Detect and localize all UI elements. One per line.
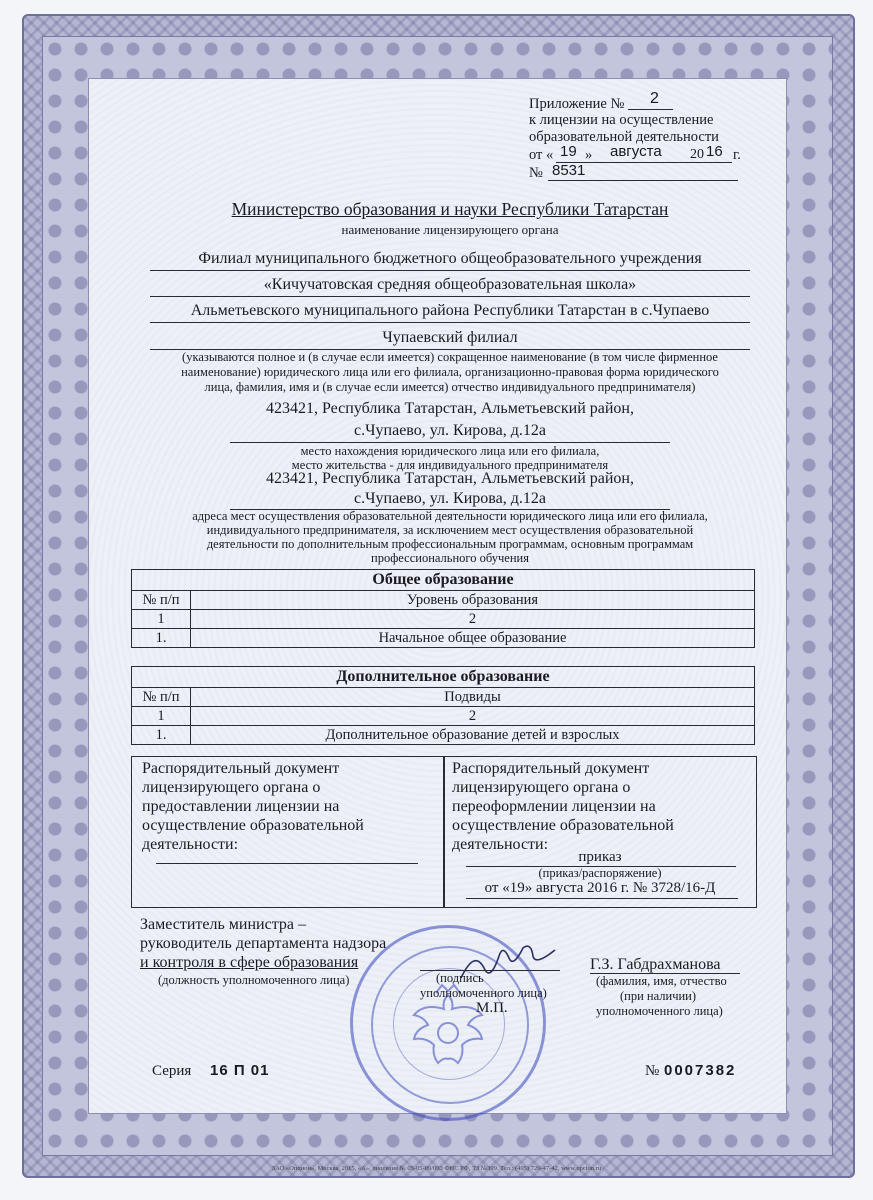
serial-number-label: № [645,1063,660,1079]
activity-address-caption2: индивидуального предпринимателя, за исключением мест осуществления образовательной [206,523,694,537]
appendix-year-prefix: 20 [690,147,704,162]
general-row-value: Начальное общее образование [191,629,755,648]
signer-name-caption1: (фамилия, имя, отчество [596,974,727,988]
organization-caption3: лица, фамилия, имя и (в случае если имеется) отчество индивидуального предпринимателя) [204,380,696,394]
appendix-year: 16 [706,143,723,160]
organization-line1: Филиал муниципального бюджетного общеобразовательного учреждения [198,250,702,267]
reissue-doc-line5: деятельности: [452,836,549,853]
signer-position-line3: и контроля в сфере образования [140,954,359,971]
location-caption2: место жительства - для индивидуального предпринимателя [291,458,609,472]
location-line1: 423421, Республика Татарстан, Альметьевский район, [265,400,634,417]
signer-name-caption3: уполномоченного лица) [596,1004,723,1018]
additional-row-value: Дополнительное образование детей и взрослых [191,726,755,745]
reissue-doc-line3: переоформлении лицензии на [452,798,656,815]
authority-name: Министерство образования и науки Республики Татарстан [231,199,669,219]
appendix-label: Приложение № [529,96,625,112]
organization-caption1: (указываются полное и (в случае если имеется) сокращенное наименование (в том числе фирменное [182,350,718,364]
location-line2: с.Чупаево, ул. Кирова, д.12а [354,422,546,439]
appendix-year-end: г. [733,147,741,163]
license-number: 8531 [552,162,586,179]
appendix-number: 2 [650,90,659,107]
general-col-no: № п/п [132,591,191,610]
appendix-line2: к лицензии на осуществление [529,112,714,128]
activity-address-caption1: адреса мест осуществления образовательной деятельности юридического лица или его филиала, [192,509,708,523]
signature-caption1: (подпись [436,971,484,985]
grant-doc-line4: осуществление образовательной [142,817,364,834]
reissue-doc-line2: лицензирующего органа о [452,779,631,796]
additional-row-no: 1. [132,726,191,745]
stamp-place-mark: М.П. [476,1000,508,1016]
grant-doc-line5: деятельности: [142,836,239,853]
organization-line4: Чупаевский филиал [382,329,518,346]
organization-line3: Альметьевского муниципального района Республики Татарстан в с.Чупаево [190,302,710,319]
general-idx2: 2 [191,610,755,629]
general-education-title: Общее образование [132,570,755,591]
signature-caption2: уполномоченного лица) [420,986,547,1000]
appendix-date-mid: » [585,147,593,163]
reissue-doc-line1: Распорядительный документ [452,760,650,777]
signer-name: Г.З. Габдрахманова [590,956,721,973]
signer-position-line2: руководитель департамента надзора [140,935,387,952]
grant-doc-line2: лицензирующего органа о [142,779,321,796]
appendix-day: 19 [560,143,577,160]
activity-address-line1: 423421, Республика Татарстан, Альметьевский район, [265,470,634,487]
additional-idx2: 2 [191,707,755,726]
grant-doc-line1: Распорядительный документ [142,760,340,777]
order-type: приказ [578,849,622,865]
order-type-caption: (приказ/распоряжение) [538,866,662,880]
appendix-month: августа [610,143,662,160]
location-caption1: место нахождения юридического лица или его филиала, [300,444,600,458]
reissue-doc-line4: осуществление образовательной [452,817,674,834]
general-row-no: 1. [132,629,191,648]
appendix-date-prefix: от « [529,147,554,163]
license-number-label: № [529,165,543,181]
series-value: 16 П 01 [210,1062,270,1079]
general-education-table [131,569,755,648]
additional-idx1: 1 [132,707,191,726]
additional-education-title: Дополнительное образование [132,667,755,688]
general-idx1: 1 [132,610,191,629]
appendix-line3: образовательной деятельности [529,129,719,145]
additional-col-no: № п/п [132,688,191,707]
organization-line2: «Кичучатовская средняя общеобразовательная школа» [263,276,637,293]
series-label: Серия [152,1063,192,1079]
activity-address-caption4: профессионального обучения [371,551,529,565]
order-date-number: от «19» августа 2016 г. № 3728/16-Д [484,880,716,896]
additional-education-table [131,666,755,745]
activity-address-caption3: деятельности по дополнительным профессиональным программам, основным программам [206,537,694,551]
grant-document-box [131,756,445,908]
organization-caption2: наименование) юридического лица или его филиала, организационно-правовая форма юридического [181,365,719,379]
reissue-document-box [443,756,757,908]
signer-position-caption: (должность уполномоченного лица) [158,973,350,987]
printer-imprint: ЗАО «Опцион», Москва, 2015, «А», лицензия № 05-05-09/003 ФНС РФ, ТЗ №399. Тел.: (495) 726-47-42, www.opcion.ru [271,1165,602,1172]
signer-name-caption2: (при наличии) [620,989,697,1003]
serial-number-value: 0007382 [664,1062,737,1079]
general-col-level: Уровень образования [191,591,755,610]
activity-address-line2: с.Чупаево, ул. Кирова, д.12а [354,490,546,507]
signer-position-line1: Заместитель министра – [140,916,306,933]
additional-col-sub: Подвиды [191,688,755,707]
grant-doc-line3: предоставлении лицензии на [142,798,340,815]
authority-caption: наименование лицензирующего органа [341,222,559,237]
